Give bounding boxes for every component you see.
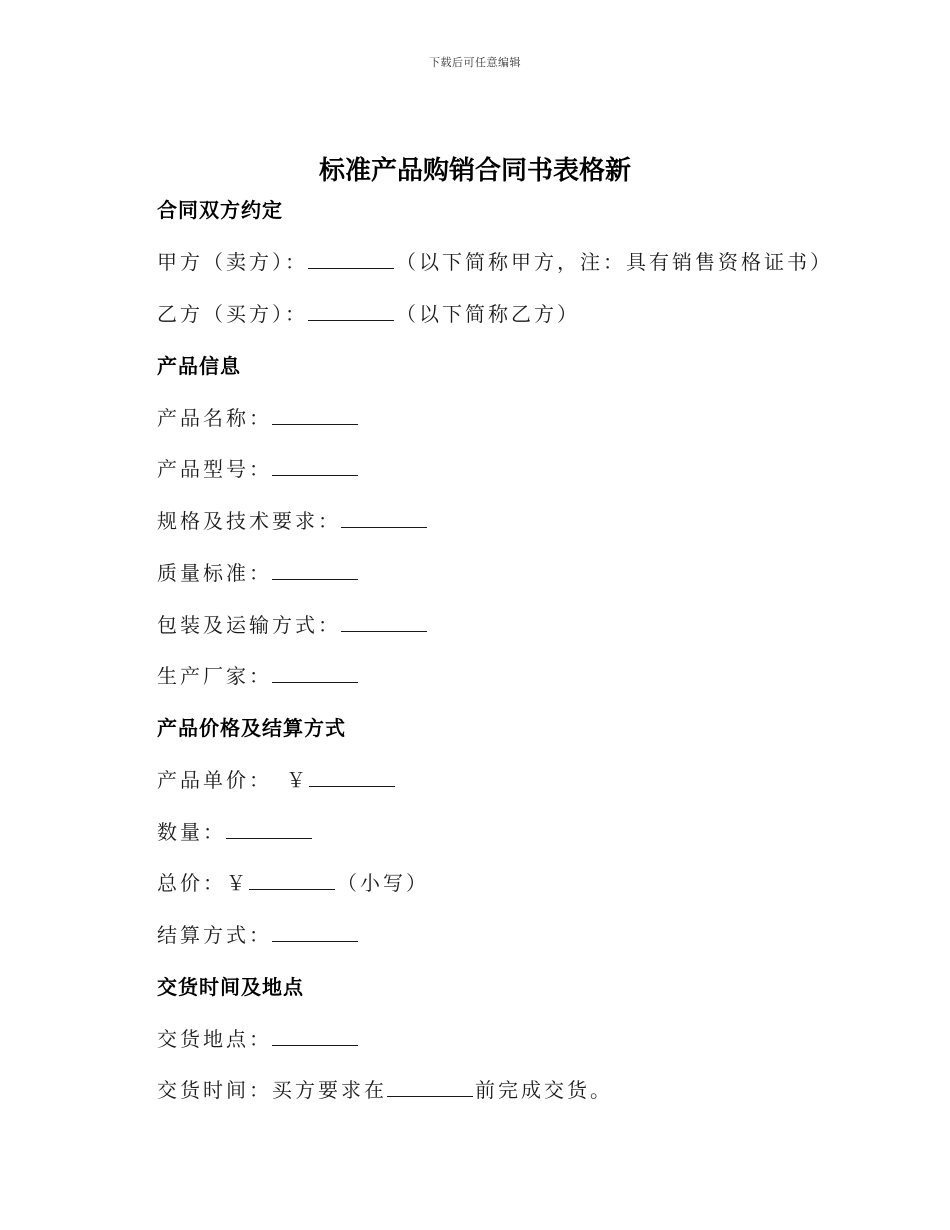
buyer-label: 乙方（买方）： xyxy=(157,302,308,326)
settlement-blank[interactable] xyxy=(272,921,358,942)
unit-price-label: 产品单价： xyxy=(157,768,272,792)
seller-label: 甲方（卖方）： xyxy=(157,250,308,274)
seller-line xyxy=(157,248,833,276)
document-title: 标准产品购销合同书表格新 xyxy=(318,156,631,186)
total-blank[interactable] xyxy=(249,869,335,890)
seller-blank[interactable] xyxy=(308,248,394,269)
delivery-time-line xyxy=(157,1076,613,1104)
delivery-place-blank[interactable] xyxy=(272,1025,358,1046)
packing-blank[interactable] xyxy=(341,611,427,632)
total-note: （小写） xyxy=(337,871,429,895)
spec-label: 规格及技术要求： xyxy=(157,509,341,533)
product-model-blank[interactable] xyxy=(272,455,358,476)
buyer-blank[interactable] xyxy=(308,300,394,321)
buyer-line xyxy=(157,300,580,328)
unit-price-currency: ￥ xyxy=(286,768,309,792)
packing-label: 包装及运输方式： xyxy=(157,613,341,637)
delivery-time-label-after: 前完成交货。 xyxy=(475,1078,613,1102)
buyer-note: （以下简称乙方） xyxy=(396,302,580,326)
quantity-label: 数量： xyxy=(157,820,226,844)
spec-line xyxy=(157,507,429,535)
settlement-label: 结算方式： xyxy=(157,923,272,947)
quality-blank[interactable] xyxy=(272,559,358,580)
maker-label: 生产厂家： xyxy=(157,664,272,688)
delivery-time-blank[interactable] xyxy=(387,1076,473,1097)
quality-line xyxy=(157,559,360,587)
maker-blank[interactable] xyxy=(272,662,358,683)
product-name-line xyxy=(157,404,360,432)
total-label: 总价： xyxy=(157,871,226,895)
product-name-label: 产品名称： xyxy=(157,406,272,430)
total-currency: ￥ xyxy=(226,871,249,895)
section-heading-price: 产品价格及结算方式 xyxy=(157,716,346,740)
section-heading-parties: 合同双方约定 xyxy=(157,198,283,222)
total-line xyxy=(157,869,429,897)
unit-price-line xyxy=(157,766,397,794)
delivery-time-label-before: 交货时间：买方要求在 xyxy=(157,1078,387,1102)
delivery-place-line xyxy=(157,1025,360,1053)
product-model-label: 产品型号： xyxy=(157,457,272,481)
section-heading-product: 产品信息 xyxy=(157,354,241,378)
maker-line xyxy=(157,662,360,690)
page-header-note: 下载后可任意编辑 xyxy=(429,56,521,69)
spec-blank[interactable] xyxy=(341,507,427,528)
quality-label: 质量标准： xyxy=(157,561,272,585)
settlement-line xyxy=(157,921,360,949)
section-heading-delivery: 交货时间及地点 xyxy=(157,975,304,999)
unit-price-blank[interactable] xyxy=(309,766,395,787)
packing-line xyxy=(157,611,429,639)
quantity-blank[interactable] xyxy=(226,818,312,839)
product-name-blank[interactable] xyxy=(272,404,358,425)
product-model-line xyxy=(157,455,360,483)
delivery-place-label: 交货地点： xyxy=(157,1027,272,1051)
quantity-line xyxy=(157,818,314,846)
seller-note: （以下简称甲方，注：具有销售资格证书） xyxy=(396,250,833,274)
